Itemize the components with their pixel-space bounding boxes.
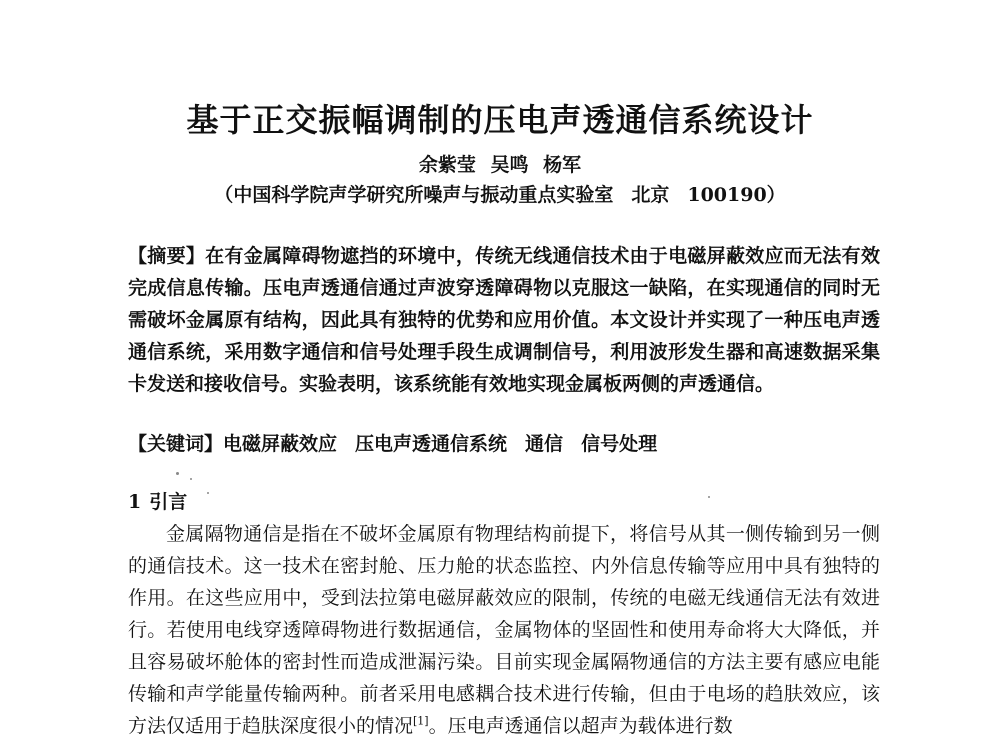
affiliation-institute: 中国科学院声学研究所噪声与振动重点实验室: [233, 184, 614, 206]
affiliation: [0, 182, 1000, 208]
keyword: 压电声透通信系统: [355, 433, 508, 455]
scan-speck: [176, 472, 179, 475]
affiliation-city: 北京: [631, 184, 670, 206]
keyword: 信号处理: [581, 433, 658, 455]
author-name: 吴鸣: [490, 154, 529, 176]
keywords: [128, 428, 880, 460]
affiliation-open-paren: （: [214, 184, 234, 206]
body-text-part: 金属隔物通信是指在不破坏金属原有物理结构前提下，将信号从其一侧传输到另一侧的通信技术。这一技术在密封舱、压力舱的状态监控、内外信息传输等应用中具有独特的作用。在这些应用中，受到法拉第电磁屏蔽效应的限制，传统的电磁无线通信无法有效进行。若使用电线穿透障碍物进行数据通信，金属物体的坚固性和使用寿命将大大降低，并且容易破坏舱体的密封性而造成泄漏污染。目前实现金属隔物通信的方法主要有感应电能传输和声学能量传输两种。前者采用电感耦合技术进行传输，但由于电场的趋肤效应，该方法仅适用于趋肤深度很小的情况: [128, 523, 880, 737]
citation-ref: [1]: [413, 714, 429, 728]
keyword: 电磁屏蔽效应: [223, 433, 338, 455]
keywords-label: 【关键词】: [128, 433, 224, 455]
author-name: 杨军: [543, 154, 582, 176]
keyword: 通信: [525, 433, 564, 455]
author-list: [0, 152, 1000, 178]
paper-title: 基于正交振幅调制的压电声透通信系统设计: [186, 101, 814, 139]
abstract-text: 在有金属障碍物遮挡的环境中，传统无线通信技术由于电磁屏蔽效应而无法有效完成信息传输。压电声透通信通过声波穿透障碍物以克服这一缺陷，在实现通信的同时无需破坏金属原有结构，因此具有独特的优势和应用价值。本文设计并实现了一种压电声透通信系统，采用数字通信和信号处理手段生成调制信号，利用波形发生器和高速数据采集卡发送和接收信号。实验表明，该系统能有效地实现金属板两侧的声透通信。: [128, 245, 880, 395]
abstract-label: 【摘要】: [128, 245, 206, 267]
scan-speck: [708, 496, 710, 498]
author-name: 余紫莹: [418, 154, 476, 176]
section-body: [128, 518, 880, 742]
abstract: [128, 240, 880, 400]
affiliation-close-paren: ）: [766, 184, 786, 206]
section-title: 引言: [149, 491, 188, 513]
section-number: 1: [128, 491, 142, 513]
affiliation-postcode: 100190: [687, 184, 767, 206]
body-text-part: 。压电声透通信以超声为载体进行数: [428, 715, 733, 737]
scan-speck: [190, 478, 192, 480]
section-heading: [128, 486, 187, 518]
scan-speck: [207, 492, 209, 494]
